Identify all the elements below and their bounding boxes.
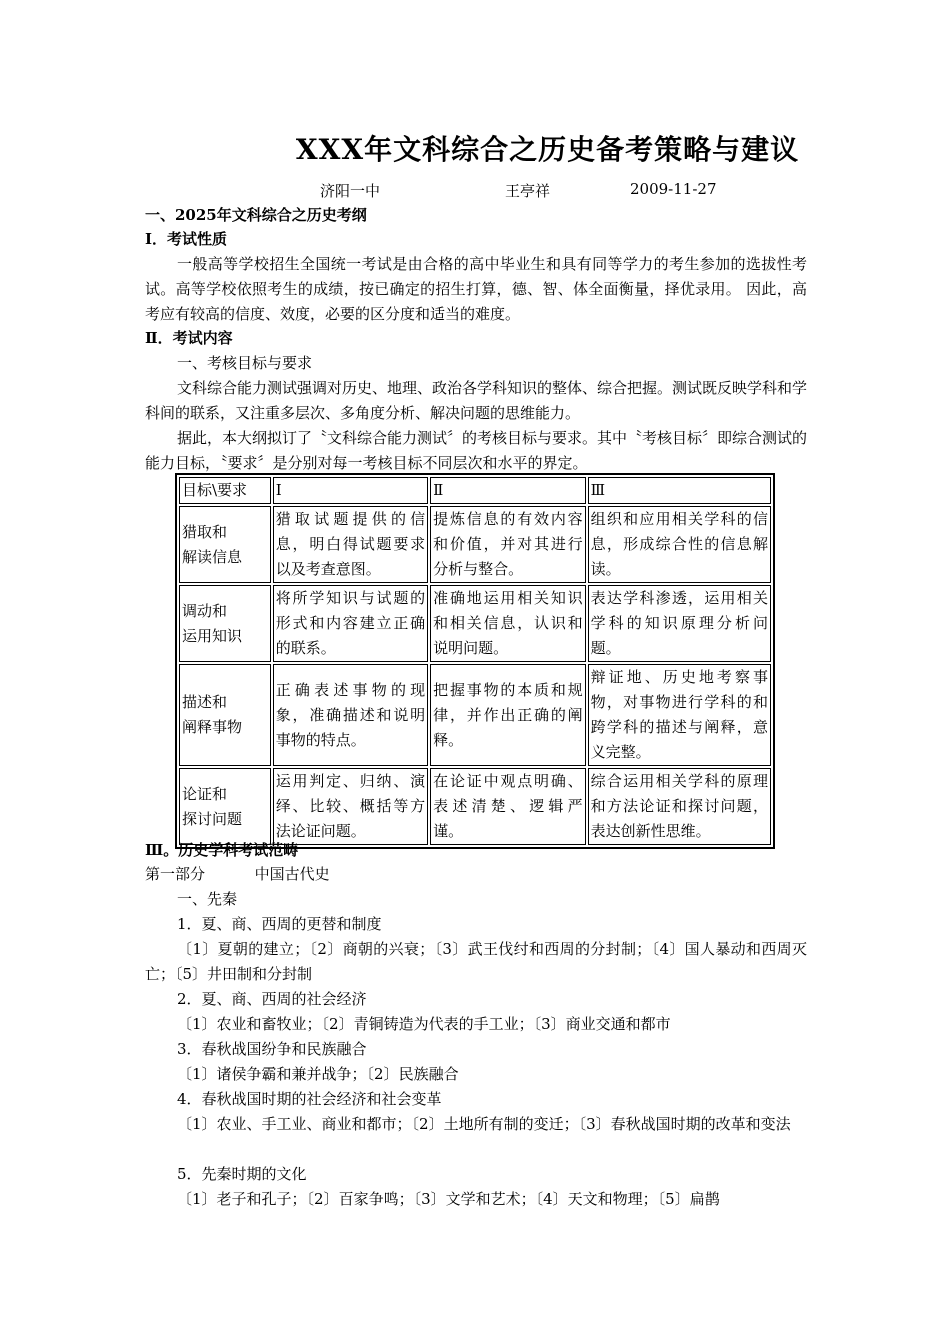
table-cell: 提炼信息的有效内容和价值，并对其进行分析与整合。: [430, 506, 585, 583]
author-name: 王亭祥: [505, 182, 551, 200]
part-title: 中国古代史: [254, 865, 330, 883]
era-heading: 一、先秦: [177, 890, 238, 908]
goal-cell: 猎取和 解读信息: [179, 506, 271, 583]
table-row: [179, 664, 771, 766]
topic-title: 1．夏、商、西周的更替和制度: [177, 915, 382, 933]
part-label: 第一部分: [145, 865, 206, 883]
table-cell: 综合运用相关学科的原理和方法论证和探讨问题，表达创新性思维。: [588, 768, 771, 845]
table-row: [179, 506, 771, 583]
topic-detail: 〔1〕农业、手工业、商业和都市；〔2〕土地所有制的变迁；〔3〕春秋战国时期的改革和变法: [177, 1115, 791, 1133]
table-cell: 组织和应用相关学科的信息，形成综合性的信息解读。: [588, 506, 771, 583]
topic-title: 2．夏、商、西周的社会经济: [177, 990, 367, 1008]
document-title: XXX年文科综合之历史备考策略与建议: [295, 133, 800, 166]
header-cell: 目标\要求: [179, 477, 271, 504]
table-header-row: [179, 477, 771, 504]
part1-paragraph: 一般高等学校招生全国统一考试是由合格的高中毕业生和具有同等学力的考生参加的选拔性考试。高等学校依照考生的成绩，按已确定的招生打算，德、智、体全面衡量，择优录用。 因此，高考应有较高的信度、效度，必要的区分度和适当的难度。: [145, 255, 807, 323]
topic-detail: 〔1〕老子和孔子；〔2〕百家争鸣；〔3〕文学和艺术；〔4〕天文和物理；〔5〕扁鹊: [177, 1190, 720, 1208]
table-cell: 将所学知识与试题的形式和内容建立正确的联系。: [273, 585, 428, 662]
table-cell: 运用判定、归纳、演绎、比较、概括等方法论证问题。: [273, 768, 428, 845]
table-cell: 把握事物的本质和规律，并作出正确的阐释。: [430, 664, 585, 766]
table-cell: 正确表述事物的现象，准确描述和说明事物的特点。: [273, 664, 428, 766]
goal-cell: 论证和 探讨问题: [179, 768, 271, 845]
header-cell: Ⅰ: [273, 477, 428, 504]
topic-detail: 〔1〕诸侯争霸和兼并战争；〔2〕民族融合: [177, 1065, 459, 1083]
part2-subheading: 一、考核目标与要求: [177, 354, 313, 372]
header-cell: Ⅱ: [430, 477, 585, 504]
topic-detail: 〔1〕农业和畜牧业；〔2〕青铜铸造为代表的手工业；〔3〕商业交通和都市: [177, 1015, 671, 1033]
table-row: [179, 585, 771, 662]
goal-cell: 调动和 运用知识: [179, 585, 271, 662]
goal-cell: 描述和 阐释事物: [179, 664, 271, 766]
part-line: [145, 862, 807, 887]
table-row: [179, 768, 771, 845]
table-cell: 猎取试题提供的信息，明白得试题要求以及考查意图。: [273, 506, 428, 583]
part1-heading: Ⅰ．考试性质: [145, 230, 228, 248]
table-cell: 辩证地、历史地考察事物，对事物进行学科的和跨学科的描述与阐释，意义完整。: [588, 664, 771, 766]
part2-paragraph-2: 据此，本大纲拟订了〝文科综合能力测试〞的考核目标与要求。其中〝考核目标〞即综合测试的能力目标，〝要求〞是分别对每一考核目标不同层次和水平的界定。: [145, 429, 808, 472]
part2-heading: Ⅱ．考试内容: [145, 329, 233, 347]
topic-title: 5．先秦时期的文化: [177, 1165, 307, 1183]
topic-title: 3．春秋战国纷争和民族融合: [177, 1040, 367, 1058]
table-cell: 准确地运用相关知识和相关信息，认识和说明问题。: [430, 585, 585, 662]
document-date: 2009-11-27: [630, 180, 717, 198]
assessment-table: [175, 473, 775, 849]
header-cell: Ⅲ: [588, 477, 771, 504]
topic-detail: 〔1〕夏朝的建立；〔2〕商朝的兴衰；〔3〕武王伐纣和西周的分封制；〔4〕国人暴动和西周灭亡；〔5〕井田制和分封制: [145, 940, 807, 983]
part2-paragraph-1: 文科综合能力测试强调对历史、地理、政治各学科知识的整体、综合把握。测试既反映学科和学科间的联系，又注重多层次、多角度分析、解决问题的思维能力。: [145, 379, 808, 422]
section3-heading: Ⅲ。历史学科考试范畴: [145, 841, 299, 859]
table-cell: 表达学科渗透，运用相关学科的知识原理分析问题。: [588, 585, 771, 662]
table-cell: 在论证中观点明确、表述清楚、逻辑严谨。: [430, 768, 585, 845]
topic-title: 4．春秋战国时期的社会经济和社会变革: [177, 1090, 442, 1108]
section1-heading: 一、2025年文科综合之历史考纲: [145, 206, 367, 224]
school-name: 济阳一中: [320, 182, 381, 200]
